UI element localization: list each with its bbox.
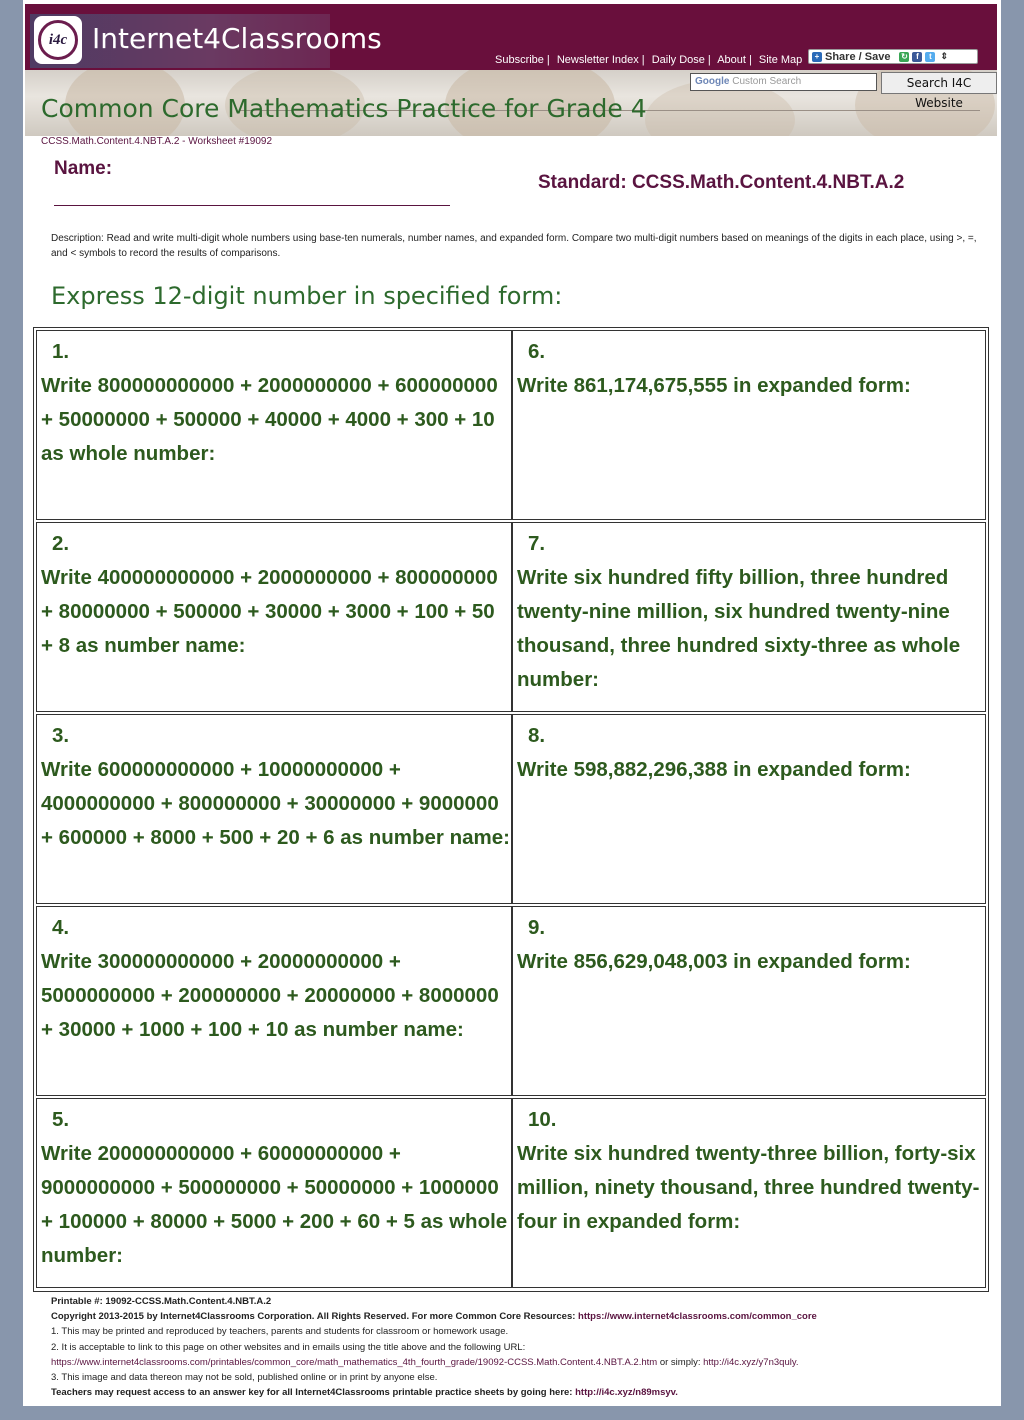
usage-note-3: 3. This image and data thereon may not be sold, published online or in print by anyone else. (51, 1372, 438, 1384)
question-text: Write 800000000000 + 2000000000 + 600000000 + 50000000 + 500000 + 40000 + 4000 + 300 + 10 as whole number: (41, 374, 498, 465)
question-text: Write 861,174,675,555 in expanded form: (517, 374, 911, 397)
nav-site-map[interactable]: Site Map (758, 54, 803, 66)
question-cell-2 (36, 522, 512, 712)
question-text: Write 300000000000 + 20000000000 + 5000000000 + 200000000 + 20000000 + 8000000 + 30000 + 1000 + 100 + 10 as number name: (41, 950, 499, 1041)
url-line (51, 1355, 991, 1370)
answer-key-line (51, 1385, 991, 1400)
answer-key-link[interactable]: http://i4c.xyz/n89msyv. (575, 1387, 678, 1399)
question-cell-3 (36, 714, 512, 904)
share-icon: ↻ (901, 51, 908, 61)
copyright-line (51, 1309, 991, 1324)
question-cell-10 (512, 1098, 986, 1288)
plus-icon: + (812, 52, 822, 62)
site-logo[interactable] (30, 14, 382, 68)
question-number: 3. (52, 724, 70, 747)
google-logo: Google (695, 76, 730, 87)
description: Description: Read and write multi-digit whole numbers using base-ten numerals, number names, and expanded form. Compare two multi-digit numbers based on meanings of the digits in each place, using >, =, and < symbols to record the results of comparisons. (51, 233, 977, 259)
chevron-updown-icon: ⇕ (940, 51, 948, 61)
logo-badge-text: i4c (48, 31, 68, 48)
logo-text: Internet4Classrooms (92, 22, 382, 55)
nav-daily-dose[interactable]: Daily Dose (651, 54, 705, 66)
name-line (54, 205, 450, 206)
question-number: 8. (528, 724, 546, 747)
question-cell-4 (36, 906, 512, 1096)
short-url-link[interactable]: http://i4c.xyz/y7n3quly. (703, 1356, 799, 1368)
page (23, 0, 1001, 1406)
header-banner (25, 70, 997, 136)
site-header (25, 4, 997, 70)
nav-subscribe[interactable]: Subscribe (495, 54, 544, 66)
question-number: 4. (52, 916, 70, 939)
question-text: Write 400000000000 + 2000000000 + 800000000 + 80000000 + 500000 + 30000 + 3000 + 100 + 50 + 8 as number name: (41, 566, 498, 657)
worksheet-id: CCSS.Math.Content.4.NBT.A.2 - Worksheet #19092 (41, 136, 273, 147)
question-text: Write 600000000000 + 10000000000 + 4000000000 + 800000000 + 30000000 + 9000000 + 600000 + 8000 + 500 + 20 + 6 as number name: (41, 758, 510, 849)
question-number: 7. (528, 532, 546, 555)
answer-key-text: Teachers may request access to an answer key for all Internet4Classrooms printable practice sheets by going here: (51, 1387, 573, 1399)
question-text: Write 598,882,296,388 in expanded form: (517, 758, 911, 781)
question-number: 5. (52, 1108, 70, 1131)
page-url-link[interactable]: https://www.internet4classrooms.com/printables/common_core/math_mathematics_4th_fourth_grade/19092-CCSS.Math.Content.4.NBT.A.2.htm (51, 1356, 658, 1368)
share-save-label: Share / Save (825, 50, 891, 63)
question-text: Write six hundred fifty billion, three hundred twenty-nine million, six hundred twenty-nine thousand, three hundred sixty-three as whole number: (517, 566, 961, 691)
usage-note-1: 1. This may be printed and reproduced by teachers, parents and students for classroom or homework usage. (51, 1326, 509, 1338)
page-title: Common Core Mathematics Practice for Grade 4 (41, 94, 647, 123)
url-or-text: or simply: (659, 1356, 701, 1368)
share-save-button[interactable] (808, 49, 978, 64)
question-grid (33, 327, 989, 1292)
question-cell-6 (512, 330, 986, 520)
name-label: Name: (54, 158, 113, 179)
logo-badge (34, 16, 82, 64)
question-cell-7 (512, 522, 986, 712)
question-number: 9. (528, 916, 546, 939)
question-text: Write 856,629,048,003 in expanded form: (517, 950, 911, 973)
printable-number: Printable #: 19092-CCSS.Math.Content.4.NBT.A.2 (51, 1296, 272, 1307)
common-core-link[interactable]: https://www.internet4classrooms.com/common_core (578, 1311, 817, 1323)
question-cell-8 (512, 714, 986, 904)
footer (51, 1294, 991, 1400)
question-number: 10. (528, 1108, 557, 1131)
search-placeholder: Custom Search (732, 76, 802, 87)
nav-about[interactable]: About (717, 54, 746, 66)
question-cell-5 (36, 1098, 512, 1288)
question-number: 2. (52, 532, 70, 555)
question-cell-1 (36, 330, 512, 520)
search-button[interactable]: Search I4C Website (881, 72, 997, 94)
worksheet-subtitle: Express 12-digit number in specified form: (51, 282, 563, 310)
question-text: Write 200000000000 + 60000000000 + 9000000000 + 500000000 + 50000000 + 1000000 + 100000 + 80000 + 5000 + 200 + 60 + 5 as whole number: (41, 1142, 508, 1267)
question-number: 1. (52, 340, 70, 363)
question-text: Write six hundred twenty-three billion, forty-six million, ninety thousand, three hundred twenty-four in expanded form: (517, 1142, 980, 1233)
top-nav: Subscribe | Newsletter Index | Daily Dose | About | Site Map (495, 54, 803, 66)
facebook-icon: f (912, 52, 922, 62)
question-number: 6. (528, 340, 546, 363)
usage-note-2: 2. It is acceptable to link to this page on other websites and in emails using the title above and the following URL: (51, 1341, 526, 1353)
nav-newsletter-index[interactable]: Newsletter Index (556, 54, 639, 66)
search-input[interactable] (690, 73, 877, 91)
question-cell-9 (512, 906, 986, 1096)
standard-label: Standard: CCSS.Math.Content.4.NBT.A.2 (538, 172, 905, 193)
twitter-icon: t (925, 52, 935, 62)
copyright-text: Copyright 2013-2015 by Internet4Classrooms Corporation. All Rights Reserved. For more Common Core Resources: (51, 1311, 576, 1323)
